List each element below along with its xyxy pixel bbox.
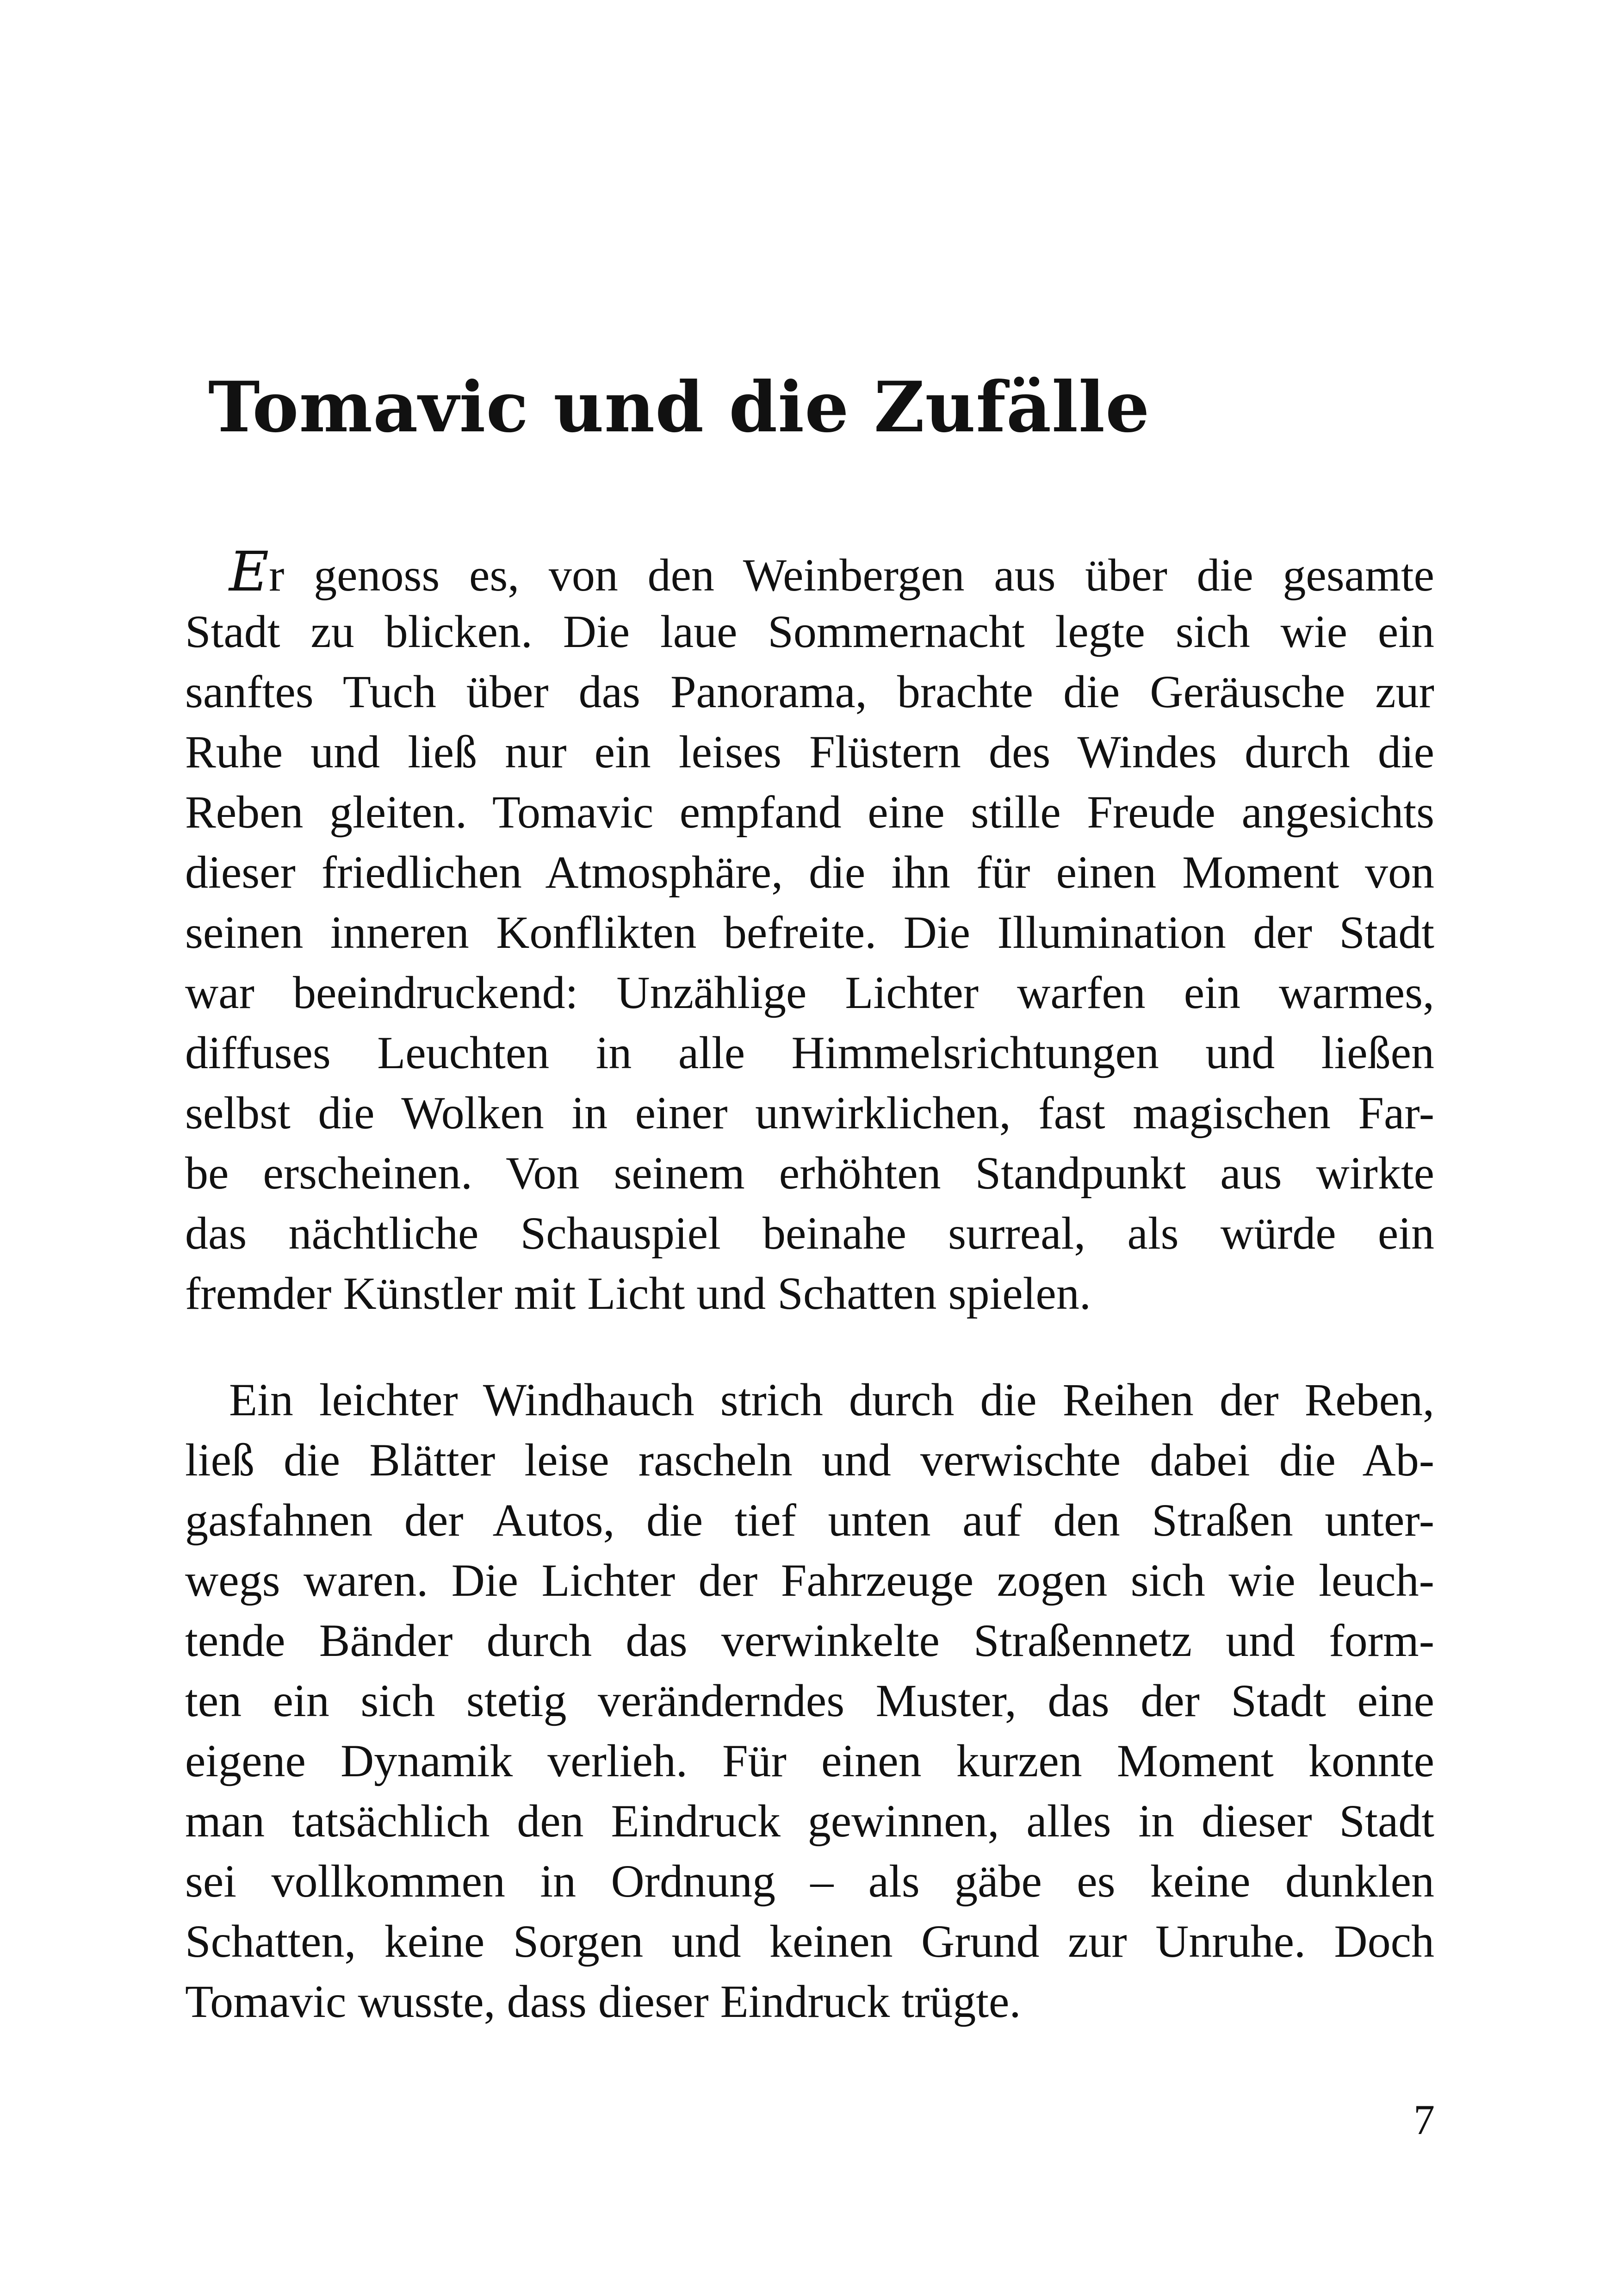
paragraph-line: das nächtliche Schauspiel beinahe surreal, als würde ein — [185, 1207, 1434, 1259]
paragraph-line: Er genoss es, von den Weinbergen aus über die gesamte — [229, 540, 1434, 604]
paragraph-line: ten ein sich stetig veränderndes Muster, das der Stadt eine — [185, 1675, 1434, 1726]
paragraph-line: Ein leichter Windhauch strich durch die Reihen der Reben, — [229, 1374, 1434, 1425]
paragraph-line: Stadt zu blicken. Die laue Sommernacht legte sich wie ein — [185, 606, 1434, 657]
paragraph-line: sanftes Tuch über das Panorama, brachte die Geräusche zur — [185, 666, 1434, 717]
page-number: 7 — [1413, 2096, 1435, 2143]
paragraph-line: Tomavic wusste, dass dieser Eindruck trügte. — [185, 1976, 1021, 2027]
paragraph-line: be erscheinen. Von seinem erhöhten Standpunkt aus wirkte — [185, 1147, 1434, 1199]
paragraph-line: eigene Dynamik verlieh. Für einen kurzen Moment konnte — [185, 1735, 1434, 1786]
paragraph-line: fremder Künstler mit Licht und Schatten spielen. — [185, 1268, 1091, 1319]
paragraph-line: Ruhe und ließ nur ein leises Flüstern des Windes durch die — [185, 726, 1434, 778]
paragraph-line: dieser friedlichen Atmosphäre, die ihn für einen Moment von — [185, 846, 1434, 898]
drop-cap: E — [229, 540, 269, 604]
paragraph-line: diffuses Leuchten in alle Himmelsrichtungen und ließen — [185, 1027, 1434, 1078]
paragraph-line: Reben gleiten. Tomavic empfand eine stille Freude angesichts — [185, 786, 1434, 838]
paragraph-line: gasfahnen der Autos, die tief unten auf den Straßen unter- — [185, 1494, 1434, 1546]
paragraph-line: seinen inneren Konflikten befreite. Die Illumination der Stadt — [185, 907, 1434, 958]
chapter-title: Tomavic und die Zufälle — [208, 367, 1150, 448]
paragraph-line: tende Bänder durch das verwinkelte Straßennetz und form- — [185, 1615, 1434, 1666]
paragraph-line: selbst die Wolken in einer unwirklichen, fast magischen Far- — [185, 1087, 1434, 1139]
paragraph-line: ließ die Blätter leise rascheln und verwischte dabei die Ab- — [185, 1434, 1434, 1486]
paragraph-line: man tatsächlich den Eindruck gewinnen, alles in dieser Stadt — [185, 1795, 1434, 1847]
paragraph-line: sei vollkommen in Ordnung – als gäbe es keine dunklen — [185, 1855, 1434, 1907]
paragraph-line: Schatten, keine Sorgen und keinen Grund zur Unruhe. Doch — [185, 1916, 1434, 1967]
paragraph-line: war beeindruckend: Unzählige Lichter warfen ein warmes, — [185, 967, 1434, 1018]
paragraph-line: wegs waren. Die Lichter der Fahrzeuge zogen sich wie leuch- — [185, 1555, 1434, 1606]
